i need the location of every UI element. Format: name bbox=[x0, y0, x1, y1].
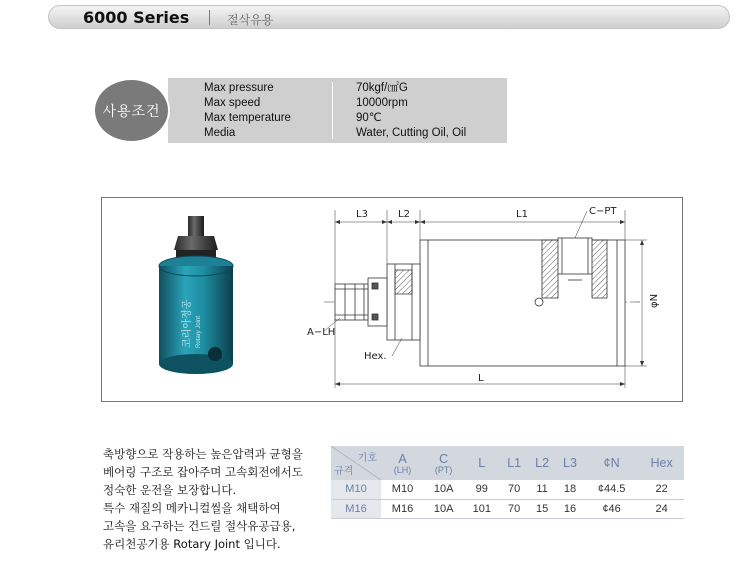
series-header bbox=[48, 5, 730, 29]
dim-l1: L1 bbox=[516, 209, 528, 220]
col-header-hex: Hex bbox=[639, 446, 684, 480]
col-header-l: L bbox=[463, 446, 500, 480]
description-line: 축방향으로 작용하는 높은압력과 균형을 bbox=[103, 447, 303, 461]
brand-text: 코리아정공 bbox=[182, 299, 193, 348]
table-cell: ¢46 bbox=[584, 499, 639, 518]
table-cell: M10 bbox=[381, 480, 424, 499]
table-header-row bbox=[331, 446, 684, 480]
table-row bbox=[331, 499, 684, 518]
condition-label-speed: Max speed bbox=[204, 97, 261, 109]
dim-phin: φN bbox=[649, 293, 660, 308]
corner-symbol-label: 기호 bbox=[357, 453, 377, 464]
conditions-badge bbox=[93, 78, 170, 143]
dim-l3: L3 bbox=[356, 209, 368, 220]
dim-l: L bbox=[478, 373, 484, 384]
table-cell: ¢44.5 bbox=[584, 480, 639, 499]
col-header-l3: L3 bbox=[556, 446, 584, 480]
condition-value-pressure: 70kgf/㎠G bbox=[356, 82, 408, 94]
condition-value-media: Water, Cutting Oil, Oil bbox=[356, 127, 467, 139]
table-cell: 22 bbox=[639, 480, 684, 499]
col-header-a: A (LH) bbox=[381, 446, 424, 480]
dim-cpt: C−PT bbox=[589, 206, 617, 217]
dim-hex: Hex. bbox=[364, 351, 387, 362]
series-title: 6000 Series bbox=[83, 8, 190, 27]
product-description bbox=[103, 445, 323, 553]
col-header-l1: L1 bbox=[500, 446, 528, 480]
description-line: 유리천공기용 Rotary Joint 입니다. bbox=[103, 537, 281, 551]
table-cell: 70 bbox=[500, 499, 528, 518]
description-line: 정숙한 운전을 보장합니다. bbox=[103, 483, 237, 497]
col-header-n: ¢N bbox=[584, 446, 639, 480]
rotary-joint-photo bbox=[159, 216, 233, 374]
table-row bbox=[331, 480, 684, 499]
dim-l2: L2 bbox=[398, 209, 410, 220]
description-line: 특수 재질의 메카니컬씰을 채택하여 bbox=[103, 501, 281, 515]
header-divider bbox=[209, 10, 210, 25]
table-cell: 24 bbox=[639, 499, 684, 518]
table-cell: 11 bbox=[528, 480, 556, 499]
conditions-divider bbox=[332, 82, 333, 139]
table-cell: 16 bbox=[556, 499, 584, 518]
dimension-table bbox=[331, 446, 684, 519]
table-cell: 18 bbox=[556, 480, 584, 499]
description-line: 베어링 구조로 잡아주며 고속회전에서도 bbox=[103, 465, 303, 479]
col-header-l2: L2 bbox=[528, 446, 556, 480]
description-line: 고속을 요구하는 건드릴 절삭유공급용, bbox=[103, 519, 296, 533]
col-header-c: C (PT) bbox=[424, 446, 463, 480]
conditions-badge-label: 사용조건 bbox=[102, 103, 161, 120]
table-cell: 70 bbox=[500, 480, 528, 499]
table-cell: 10A bbox=[424, 480, 463, 499]
brand-subtext: Rotary Joint bbox=[196, 315, 202, 348]
row-model: M10 bbox=[331, 480, 381, 499]
condition-value-temperature: 90℃ bbox=[356, 112, 382, 124]
table-cell: M16 bbox=[381, 499, 424, 518]
table-corner-header bbox=[331, 446, 381, 480]
table-cell: 101 bbox=[463, 499, 500, 518]
drawing-frame bbox=[101, 197, 683, 402]
condition-label-media: Media bbox=[204, 127, 236, 139]
table-cell: 15 bbox=[528, 499, 556, 518]
corner-spec-label: 규격 bbox=[334, 466, 354, 477]
technical-drawing bbox=[102, 198, 684, 403]
dim-alh: A−LH bbox=[307, 327, 336, 338]
series-subtitle: 절삭유용 bbox=[227, 13, 274, 27]
table-cell: 99 bbox=[463, 480, 500, 499]
condition-label-pressure: Max pressure bbox=[204, 82, 274, 94]
row-model: M16 bbox=[331, 499, 381, 518]
condition-label-temperature: Max temperature bbox=[204, 112, 291, 124]
condition-value-speed: 10000rpm bbox=[356, 97, 408, 109]
table-cell: 10A bbox=[424, 499, 463, 518]
